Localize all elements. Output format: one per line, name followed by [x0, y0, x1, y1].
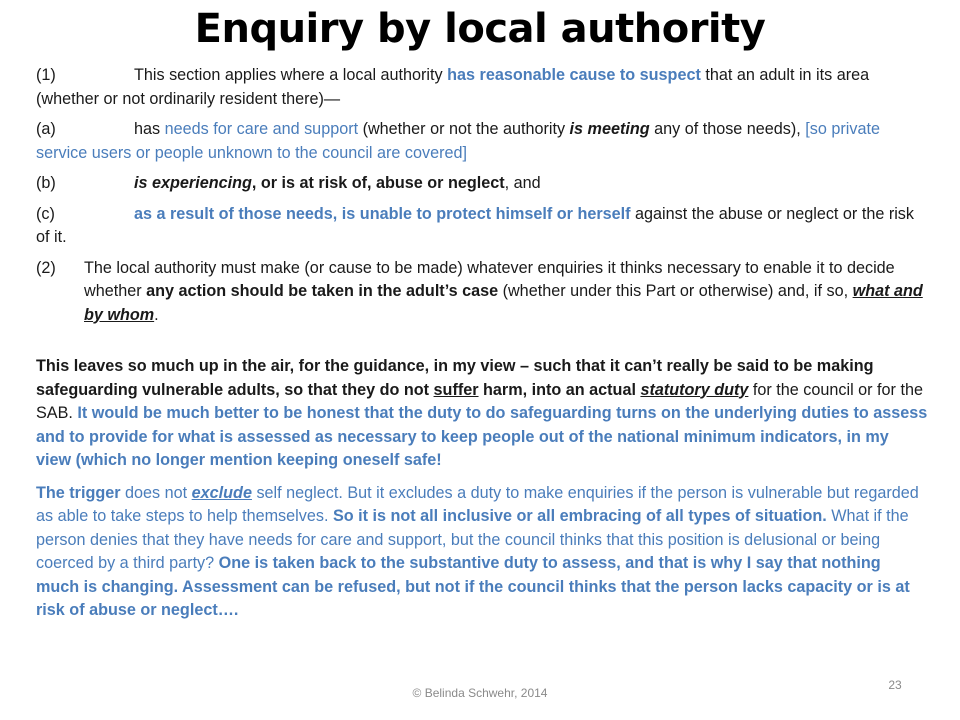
- section-number: (c): [36, 204, 55, 223]
- section-2: [36, 257, 928, 328]
- comment-run: [so private service users or people unknown to the council are covered]: [36, 120, 880, 162]
- section-b: [36, 172, 928, 196]
- bold-run: any action should be taken in the adult’s case: [146, 282, 499, 300]
- highlight-run: as a result of those needs, is unable to protect himself or herself: [134, 204, 631, 223]
- bold-run: harm, into an actual: [478, 380, 641, 399]
- text-run: The local authority must make (or cause to be made) whatever enquiries it thinks necessary to enable it to decide whether: [84, 258, 895, 300]
- section-c: [36, 203, 928, 250]
- comment-run: self neglect. But it excludes a duty to make enquiries if the person is vulnerable but regarded as able to take steps to help themselves.: [36, 483, 919, 525]
- text-run: (whether or not the authority: [358, 120, 570, 138]
- section-1: [36, 64, 928, 111]
- text-run: against the abuse or neglect or the risk of it.: [36, 204, 914, 246]
- comment-run: What if the person denies that they have needs for care and support, but the council thinks that this position is delusional or being coerced by a third party?: [36, 507, 909, 572]
- highlight-run: One is taken back to the substantive duty to assess, and that is why I say that nothing much is changing. Assessment can be refused, but not if the council thinks that the person lacks capacity or is at risk of abuse or neglect….: [36, 554, 910, 619]
- emphasis-run: what and by whom: [84, 282, 923, 324]
- spacer: [36, 334, 928, 355]
- section-number: (1): [36, 66, 56, 84]
- highlight-run: The trigger: [36, 483, 121, 502]
- bold-run: , or is at risk of, abuse or neglect: [251, 174, 505, 192]
- text-run: for the council or for the SAB.: [36, 380, 923, 422]
- text-run: This section applies where a local authority: [134, 66, 448, 84]
- text-run: any of those needs),: [649, 120, 806, 138]
- copyright-footer: © Belinda Schwehr, 2014: [412, 686, 548, 700]
- text-run: has: [134, 120, 165, 138]
- highlight-run: It would be much better to be honest that the duty to do safeguarding turns on the underlying duties to assess and to provide for what is assessed as necessary to keep people out of the national minimum indicators, in my view (which no longer mention keeping oneself safe!: [36, 404, 928, 469]
- emphasis-run: is experiencing: [134, 174, 252, 192]
- underlined-run: suffer: [433, 380, 479, 399]
- bold-run: This leaves so much up in the air, for the guidance, in my view – such that it can’t really be said to be making safeguarding vulnerable adults, so that they do not: [36, 357, 874, 399]
- slide-body: [36, 64, 928, 632]
- text-run: that an adult in its area (whether or not ordinarily resident there)—: [36, 66, 870, 108]
- emphasis-run: is meeting: [569, 120, 650, 138]
- highlight-run: has reasonable cause to suspect: [447, 66, 701, 84]
- page-number: 23: [888, 678, 902, 692]
- highlight-run: So it is not all inclusive or all embracing of all types of situation.: [332, 507, 827, 525]
- emphasis-run: exclude: [191, 483, 252, 502]
- comment-run: does not: [120, 483, 192, 502]
- text-run: (whether under this Part or otherwise) and, if so,: [498, 282, 853, 300]
- section-number: (a): [36, 120, 56, 138]
- text-run: .: [154, 305, 159, 324]
- highlight-run: needs for care and support: [164, 120, 359, 138]
- section-a: [36, 118, 928, 165]
- emphasis-run: statutory duty: [640, 380, 749, 399]
- commentary-2: [36, 482, 928, 623]
- section-number: (b): [36, 174, 56, 192]
- commentary-1: [36, 355, 928, 473]
- text-run: , and: [504, 174, 541, 192]
- section-number: (2): [36, 258, 56, 277]
- slide-title: Enquiry by local authority: [194, 6, 766, 52]
